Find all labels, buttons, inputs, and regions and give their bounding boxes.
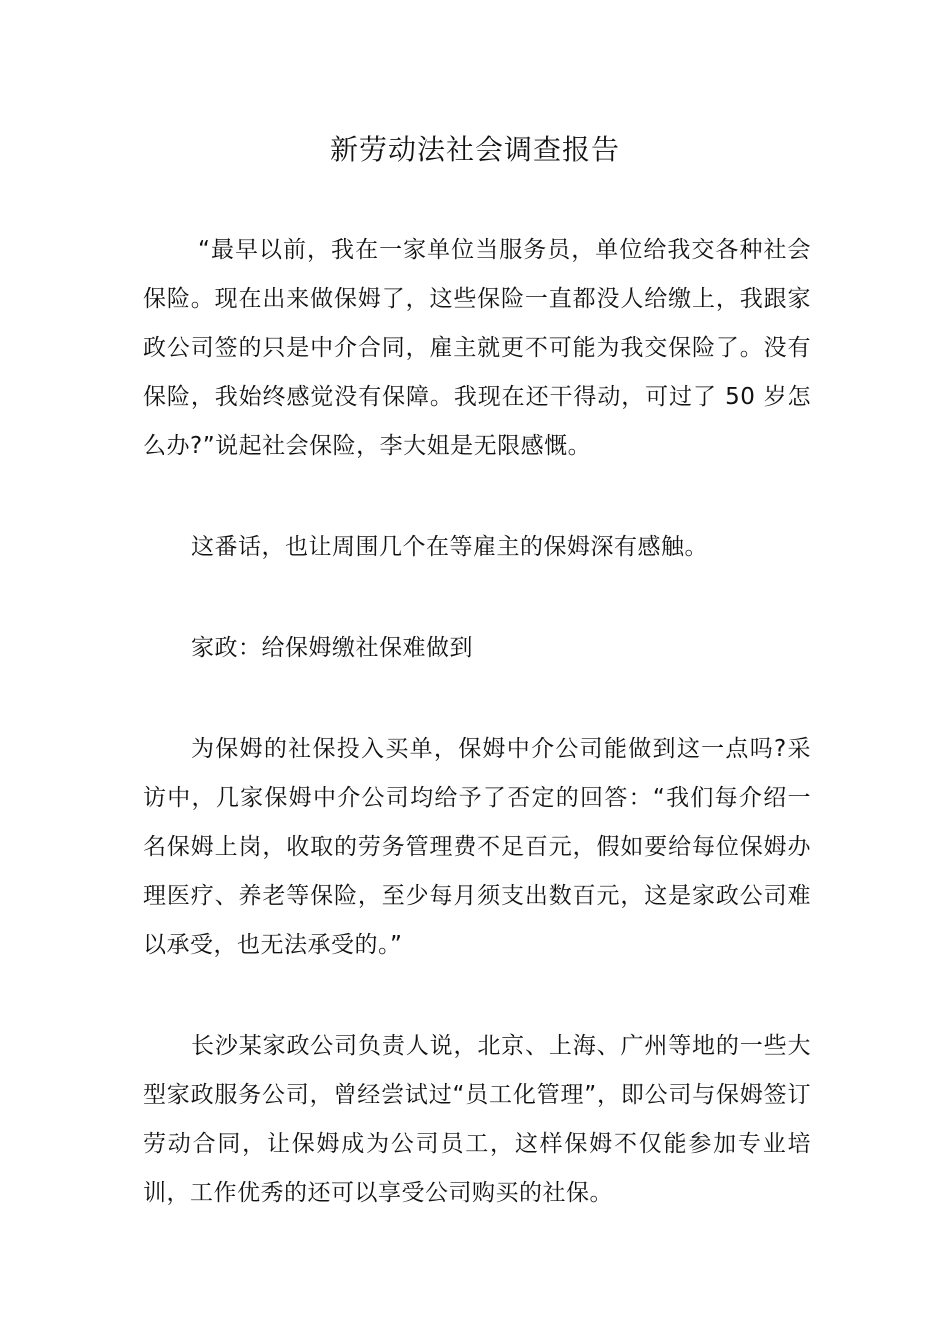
paragraph-nannies-reaction: 这番话，也让周围几个在等雇主的保姆深有感触。	[191, 534, 708, 560]
document-body	[143, 226, 811, 1270]
paragraph-quote-li: “最早以前，我在一家单位当服务员，单位给我交各种社会保险。现在出来做保姆了，这些保险一直都没人给缴上，我跟家政公司签的只是中介合同，雇主就更不可能为我交保险了。没有保险，我始终感觉没有保障。我现在还干得动，可过了 50 岁怎么办?”说起社会保险，李大姐是无限感慨。	[143, 237, 811, 459]
paragraph-agency-response: 为保姆的社保投入买单，保姆中介公司能做到这一点吗?采访中，几家保姆中介公司均给予了否定的回答：“我们每介绍一名保姆上岗，收取的劳务管理费不足百元，假如要给每位保姆办理医疗、养老等保险，至少每月须支出数百元，这是家政公司难以承受，也无法承受的。”	[143, 736, 811, 958]
section-heading-housekeeping: 家政：给保姆缴社保难做到	[191, 635, 473, 661]
paragraph-changsha-company: 长沙某家政公司负责人说，北京、上海、广州等地的一些大型家政服务公司，曾经尝试过“员工化管理”，即公司与保姆签订劳动合同，让保姆成为公司员工，这样保姆不仅能参加专业培训，工作优秀的还可以享受公司购买的社保。	[143, 1033, 811, 1206]
document-title: 新劳动法社会调查报告	[329, 133, 620, 166]
